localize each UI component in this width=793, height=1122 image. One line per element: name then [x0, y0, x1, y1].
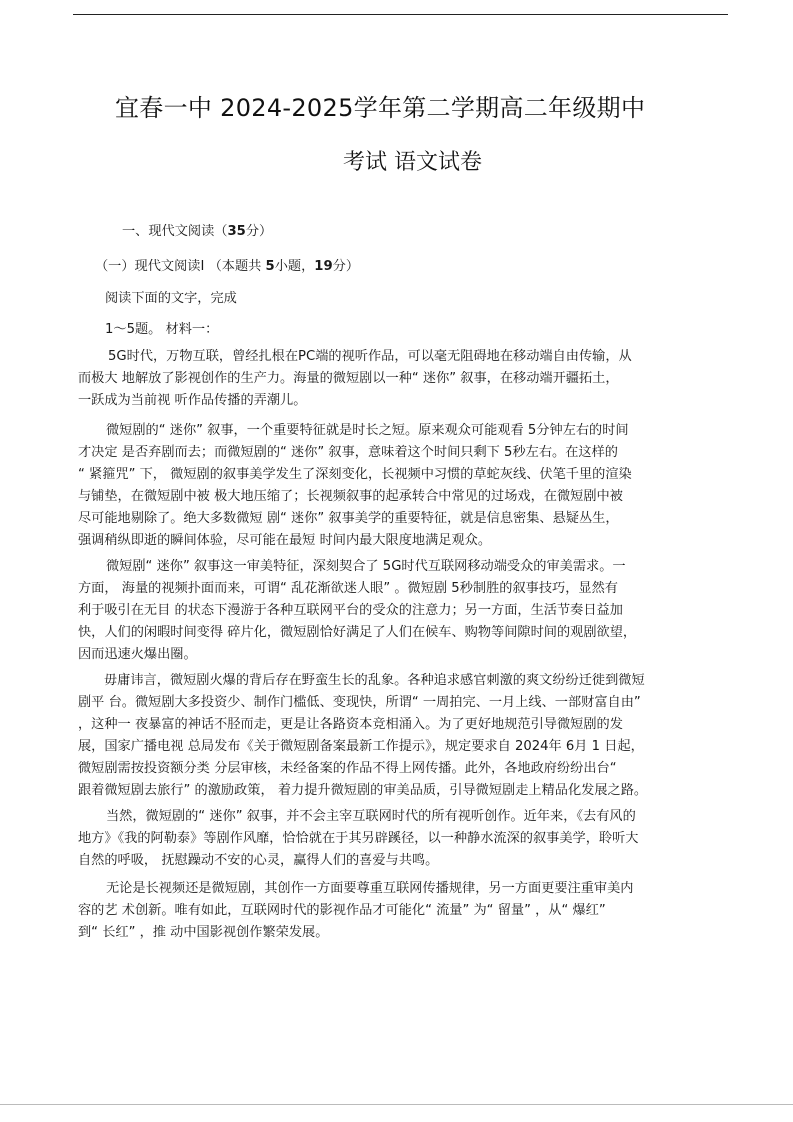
paragraph-line: 微短剧的“ 迷你” 叙事，一个重要特征就是时长之短。原来观众可能观看 5分钟左右的时间: [106, 423, 629, 438]
subsection-heading-text: （一）现代文阅读Ⅰ （本题共: [95, 259, 266, 274]
paragraph-line: 因而迅速火爆出圈。: [78, 647, 197, 662]
paragraph-line: 地方》《我的阿勒泰》等剧作风靡，恰恰就在于其另辟蹊径，以一种静水流深的叙事美学，聆听大: [78, 831, 639, 846]
paragraph-line: 而极大 地解放了影视创作的生产力。海量的微短剧以一种“ 迷你” 叙事，在移动端开疆拓土，: [78, 371, 619, 386]
subsection-score: 19: [314, 259, 333, 274]
exam-title-line1: 宜春一中 2024-2025学年第二学期高二年级期中: [115, 94, 646, 122]
paragraph-line: 微短剧需按投资额分类 分层审核，未经备案的作品不得上网传播。此外，各地政府纷纷出台“: [78, 761, 617, 776]
exam-title-line2: 考试 语文试卷: [343, 150, 482, 175]
paragraph-line: 利于吸引在无目 的状态下漫游于各种互联网平台的受众的注意力；另一方面，生活节奏日益加: [78, 603, 623, 618]
paragraph-line: 强调稍纵即逝的瞬间体验，尽可能在最短 时间内最大限度地满足观众。: [78, 533, 492, 548]
paragraph-line: 当然，微短剧的“ 迷你” 叙事，并不会主宰互联网时代的所有视听创作。近年来，《去有风的: [106, 809, 636, 824]
paragraph-line: 展，国家广播电视 总局发布《关于微短剧备案最新工作提示》，规定要求自 2024年 6月 1 日起，: [78, 739, 644, 754]
paragraph-line: 快，人们的闲暇时间变得 碎片化，微短剧恰好满足了人们在候车、购物等间隙时间的观剧欲望，: [78, 625, 637, 640]
section-heading-unit: 分）: [245, 224, 273, 239]
section-heading-score: 35: [227, 224, 246, 239]
paragraph-5: [78, 806, 638, 872]
paragraph-line: 5G时代，万物互联，曾经扎根在PC端的视听作品，可以毫无阻碍地在移动端自由传输，从: [108, 349, 632, 364]
paragraph-line: 自然的呼吸， 抚慰躁动不安的心灵，赢得人们的喜爱与共鸣。: [78, 853, 439, 868]
paragraph-line: 容的艺 术创新。唯有如此，互联网时代的影视作品才可能化“ 流量” 为“ 留量” ，从“ 爆红”: [78, 903, 606, 918]
paragraph-line: 一跃成为当前视 听作品传播的弄潮儿。: [78, 393, 307, 408]
paragraph-2: [78, 420, 632, 552]
paragraph-1: [78, 346, 632, 412]
section-heading: [122, 220, 272, 239]
paragraph-line: “ 紧箍咒” 下， 微短剧的叙事美学发生了深刻变化，长视频中习惯的草蛇灰线、伏笔千里的渲染: [78, 467, 632, 482]
paragraph-3: [78, 556, 636, 666]
header-rule: [73, 14, 728, 15]
footer-rule: [0, 1104, 793, 1105]
subsection-heading: [95, 255, 359, 274]
paragraph-line: 无论是长视频还是微短剧，其创作一方面要尊重互联网传播规律，另一方面更要注重审美内: [106, 881, 634, 896]
reading-instruction: 阅读下面的文字，完成: [105, 291, 237, 306]
paragraph-line: 才决定 是否弃剧而去；而微短剧的“ 迷你” 叙事，意味着这个时间只剩下 5秒左右。在这样的: [78, 445, 618, 460]
paragraph-line: 方面， 海量的视频扑面而来，可谓“ 乱花渐欲迷人眼” 。微短剧 5秒制胜的叙事技巧，显然有: [78, 581, 618, 596]
subsection-heading-unit: 分）: [332, 259, 360, 274]
paragraph-4: [78, 670, 647, 802]
paragraph-line: 毋庸讳言，微短剧火爆的背后存在野蛮生长的乱象。各种追求感官刺激的爽文纷纷迁徙到微短: [104, 673, 645, 688]
material-label: 1～5题。 材料一：: [105, 322, 219, 337]
paragraph-6: [78, 878, 634, 944]
paragraph-line: 尽可能地剔除了。绝大多数微短 剧“ 迷你” 叙事美学的重要特征，就是信息密集、悬疑丛生，: [78, 511, 619, 526]
subsection-question-count: 5: [265, 259, 275, 274]
paragraph-line: 跟着微短剧去旅行” 的激励政策， 着力提升微短剧的审美品质，引导微短剧走上精品化发展之路。: [78, 783, 648, 798]
paragraph-line: ，这种一 夜暴富的神话不胫而走，更是让各路资本竞相涌入。为了更好地规范引导微短剧的发: [78, 717, 623, 732]
section-heading-text: 一、现代文阅读（: [122, 224, 228, 239]
paragraph-line: 到“ 长红” ，推 动中国影视创作繁荣发展。: [78, 925, 329, 940]
paragraph-line: 剧平 台。微短剧大多投资少、制作门槛低、变现快，所谓“ 一周拍完、一月上线、一部财富自由”: [78, 695, 641, 710]
subsection-heading-mid: 小题，: [274, 259, 315, 274]
paragraph-line: 与铺垫，在微短剧中被 极大地压缩了；长视频叙事的起承转合中常见的过场戏，在微短剧中被: [78, 489, 623, 504]
paragraph-line: 微短剧“ 迷你” 叙事这一审美特征，深刻契合了 5G时代互联网移动端受众的审美需求。一: [106, 559, 626, 574]
